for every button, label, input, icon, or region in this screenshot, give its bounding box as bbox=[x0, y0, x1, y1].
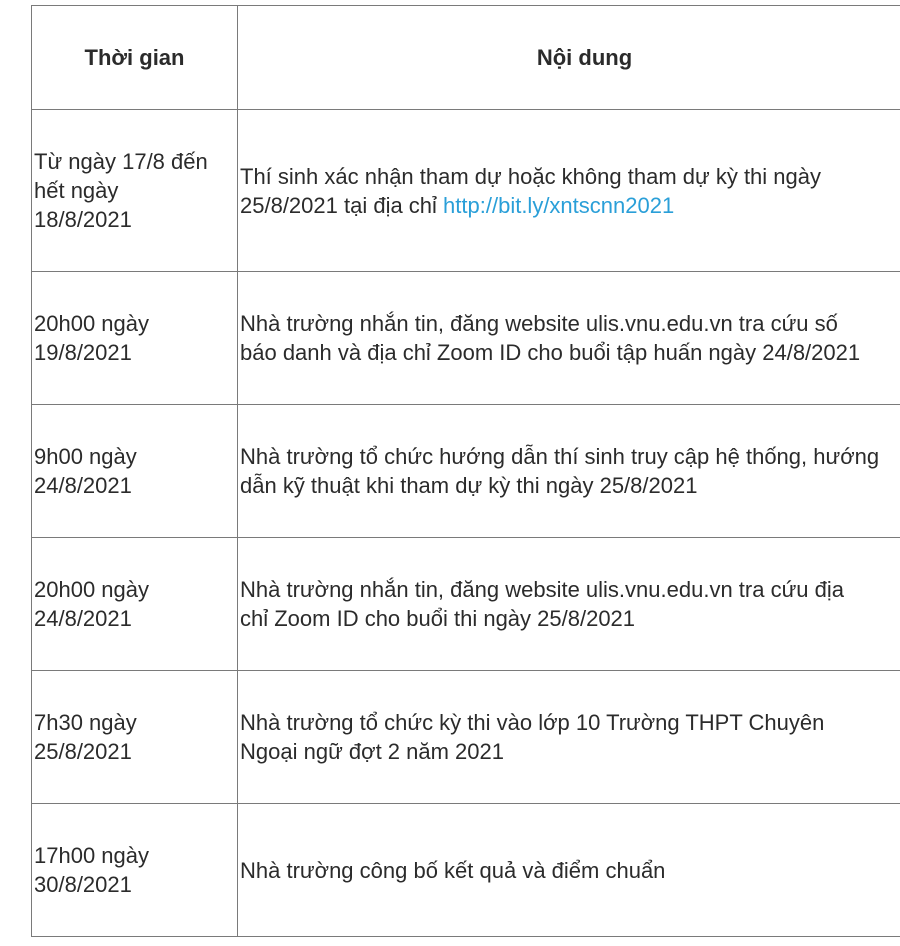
content-line: Thí sinh xác nhận tham dự hoặc không tham dự kỳ thi ngày bbox=[240, 163, 822, 189]
content-cell bbox=[238, 538, 900, 671]
content-line: báo danh và địa chỉ Zoom ID cho buổi tập huấn ngày 24/8/2021 bbox=[240, 340, 861, 365]
time-line: 19/8/2021 bbox=[34, 340, 132, 365]
time-line: 7h30 ngày bbox=[34, 710, 137, 735]
table-row bbox=[32, 405, 900, 538]
time-cell bbox=[32, 272, 238, 405]
content-line: chỉ Zoom ID cho buổi thi ngày 25/8/2021 bbox=[240, 606, 636, 631]
content-line: Ngoại ngữ đợt 2 năm 2021 bbox=[240, 739, 504, 764]
content-line-text: 25/8/2021 tại địa chỉ bbox=[240, 192, 444, 218]
time-line: 9h00 ngày bbox=[34, 444, 137, 469]
time-line: 25/8/2021 bbox=[34, 739, 132, 764]
table-header-row bbox=[32, 6, 900, 110]
time-line: 24/8/2021 bbox=[34, 473, 132, 498]
time-line: hết ngày bbox=[34, 178, 119, 203]
time-line: 18/8/2021 bbox=[34, 207, 132, 232]
table-row bbox=[32, 671, 900, 804]
schedule-table bbox=[31, 5, 900, 937]
time-line: 20h00 ngày bbox=[34, 577, 149, 602]
content-line: Nhà trường công bố kết quả và điểm chuẩn bbox=[240, 857, 666, 883]
content-line: Nhà trường nhắn tin, đăng website ulis.vnu.edu.vn tra cứu địa bbox=[240, 577, 845, 602]
content-line: Nhà trường tổ chức kỳ thi vào lớp 10 Trường THPT Chuyên bbox=[240, 710, 825, 735]
content-cell bbox=[238, 272, 900, 405]
time-line: 17h00 ngày bbox=[34, 843, 149, 868]
content-cell bbox=[238, 804, 900, 937]
content-cell bbox=[238, 405, 900, 538]
table-row bbox=[32, 804, 900, 937]
confirm-link[interactable]: http://bit.ly/xntscnn2021 bbox=[443, 192, 675, 218]
content-line: Nhà trường nhắn tin, đăng website ulis.vnu.edu.vn tra cứu số bbox=[240, 311, 838, 336]
time-line: 20h00 ngày bbox=[34, 311, 149, 336]
time-cell bbox=[32, 405, 238, 538]
table-row bbox=[32, 272, 900, 405]
table-row bbox=[32, 110, 900, 272]
header-time: Thời gian bbox=[32, 6, 238, 110]
header-content: Nội dung bbox=[238, 6, 900, 110]
content-line: Nhà trường tổ chức hướng dẫn thí sinh truy cập hệ thống, hướng bbox=[240, 444, 880, 469]
content-line: dẫn kỹ thuật khi tham dự kỳ thi ngày 25/8/2021 bbox=[240, 473, 698, 498]
table-row bbox=[32, 538, 900, 671]
time-cell bbox=[32, 538, 238, 671]
content-line bbox=[240, 191, 900, 220]
time-line: 24/8/2021 bbox=[34, 606, 132, 631]
content-cell bbox=[238, 110, 900, 272]
time-cell bbox=[32, 671, 238, 804]
time-cell bbox=[32, 804, 238, 937]
time-line: Từ ngày 17/8 đến bbox=[34, 149, 208, 174]
content-cell bbox=[238, 671, 900, 804]
time-cell bbox=[32, 110, 238, 272]
time-line: 30/8/2021 bbox=[34, 872, 132, 897]
